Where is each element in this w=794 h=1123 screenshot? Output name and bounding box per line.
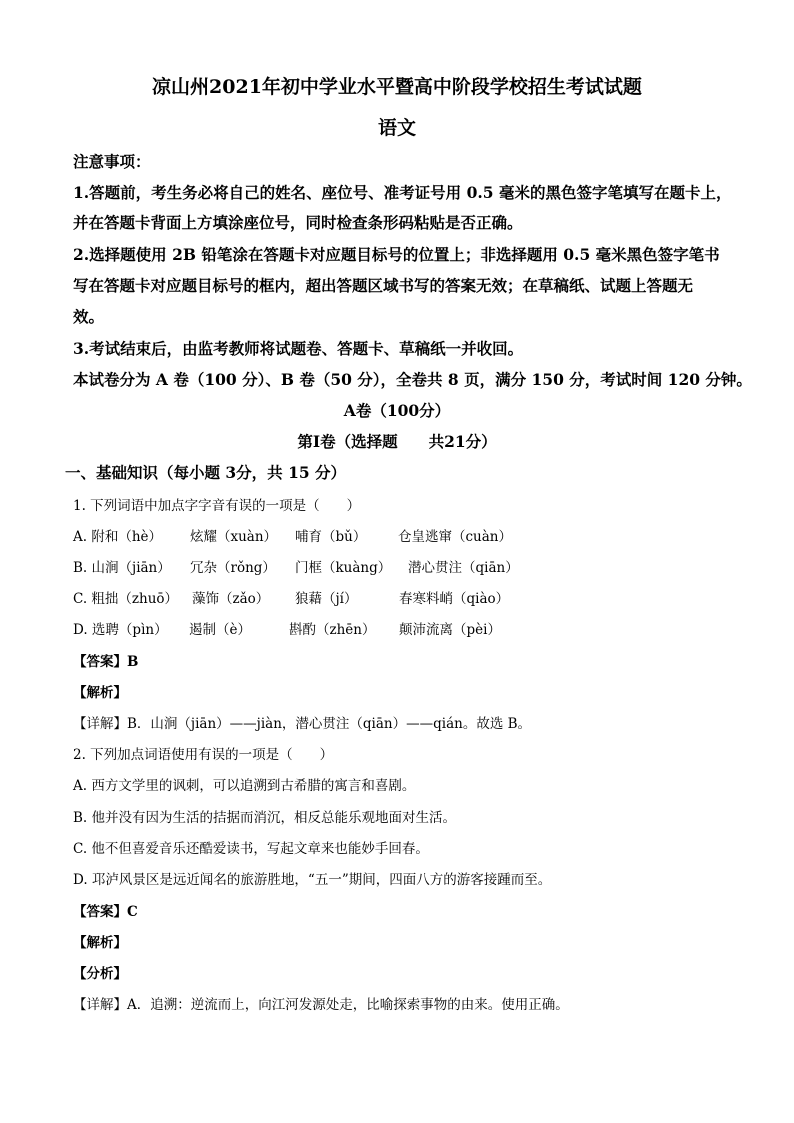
notice-item2-line1: 2.选择题使用 2B 铅笔涂在答题卡对应题目标号的位置上；非选择题用 0.5 毫米黑色签字笔书 xyxy=(73,245,720,264)
q2-stem: 2. 下列加点词语使用有误的一项是（ ） xyxy=(73,747,334,763)
part1-heading: 第Ⅰ卷（选择题 共21分） xyxy=(297,432,497,451)
q2-answer: 【答案】C xyxy=(73,904,138,920)
q2-analysis: 【解析】 xyxy=(73,935,127,951)
notice-item1-line2: 并在答题卡背面上方填涂座位号，同时检查条形码粘贴是否正确。 xyxy=(73,213,523,232)
q2-option-b: B. 他并没有因为生活的拮据而消沉，相反总能乐观地面对生活。 xyxy=(73,810,457,826)
q1-a-word2: 炫耀（xuàn） xyxy=(190,529,278,545)
q1-c-word3: 狼藉（jí） xyxy=(295,591,358,607)
q2-option-a: A. 西方文学里的讽刺，可以追溯到古希腊的寓言和喜剧。 xyxy=(73,778,416,794)
q2-detail: 【详解】A．追溯：逆流而上，向江河发源处走，比喻探索事物的由来。使用正确。 xyxy=(73,997,569,1013)
q1-d-word4: 颠沛流离（pèi） xyxy=(399,622,501,638)
notice-item1-line1: 1.答题前，考生务必将自己的姓名、座位号、准考证号用 0.5 毫米的黑色签字笔填写在题卡上， xyxy=(73,183,732,202)
q1-b-word2: 冗杂（rǒng） xyxy=(190,560,276,576)
q2-option-d: D. 邛泸风景区是远近闻名的旅游胜地，“五一”期间，四面八方的游客接踵而至。 xyxy=(73,872,552,888)
q1-b-word4: 潜心贯注（qiān） xyxy=(408,560,519,576)
q1-c-word2: 藻饰（zǎo） xyxy=(192,591,270,607)
q1-detail: 【详解】B．山涧（jiān）——jiàn，潜心贯注（qiān）——qián。故选 B。 xyxy=(73,716,532,732)
q1-c-word1: C. 粗拙（zhuō） xyxy=(73,591,179,607)
q1-answer: 【答案】B xyxy=(73,654,139,670)
q1-b-word3: 门框（kuàng） xyxy=(295,560,392,576)
notice-heading: 注意事项： xyxy=(73,152,151,171)
q2-option-c: C. 他不但喜爱音乐还酷爱读书，写起文章来也能妙手回春。 xyxy=(73,841,429,857)
q1-b-word1: B. 山涧（jiān） xyxy=(73,560,171,576)
q1-a-word1: A. 附和（hè） xyxy=(73,529,163,545)
q1-analysis: 【解析】 xyxy=(73,685,127,701)
notice-item2-line3: 效。 xyxy=(73,307,105,326)
section1-heading: 一、基础知识（每小题 3分，共 15 分） xyxy=(65,463,347,482)
q1-option-b xyxy=(73,556,519,576)
q1-d-word1: D. 选聘（pìn） xyxy=(73,622,168,638)
exam-summary: 本试卷分为 A 卷（100 分）、B 卷（50 分），全卷共 8 页，满分 150 分，考试时间 120 分钟。 xyxy=(73,370,752,389)
q1-option-a xyxy=(73,525,512,545)
notice-item3: 3.考试结束后，由监考教师将试题卷、答题卡、草稿纸一并收回。 xyxy=(73,339,524,358)
subject-title: 语文 xyxy=(377,117,416,139)
q1-option-c xyxy=(73,587,509,607)
q2-fenxi: 【分析】 xyxy=(73,966,127,982)
q1-a-word4: 仓皇逃窜（cuàn） xyxy=(398,529,512,545)
q1-c-word4: 春寒料峭（qiào） xyxy=(399,591,510,607)
q1-d-word2: 遏制（è） xyxy=(189,622,251,638)
notice-item2-line2: 写在答题卡对应题目标号的框内，超出答题区域书写的答案无效；在草稿纸、试题上答题无 xyxy=(73,276,694,295)
q1-d-word3: 斟酌（zhēn） xyxy=(289,622,376,638)
volume-a-heading: A卷（100分） xyxy=(343,401,451,420)
q1-a-word3: 哺育（bǔ） xyxy=(295,529,367,545)
q1-stem: 1. 下列词语中加点字字音有误的一项是（ ） xyxy=(73,498,361,514)
q1-option-d xyxy=(73,618,501,638)
exam-title: 凉山州2021年初中学业水平暨高中阶段学校招生考试试题 xyxy=(152,76,642,98)
